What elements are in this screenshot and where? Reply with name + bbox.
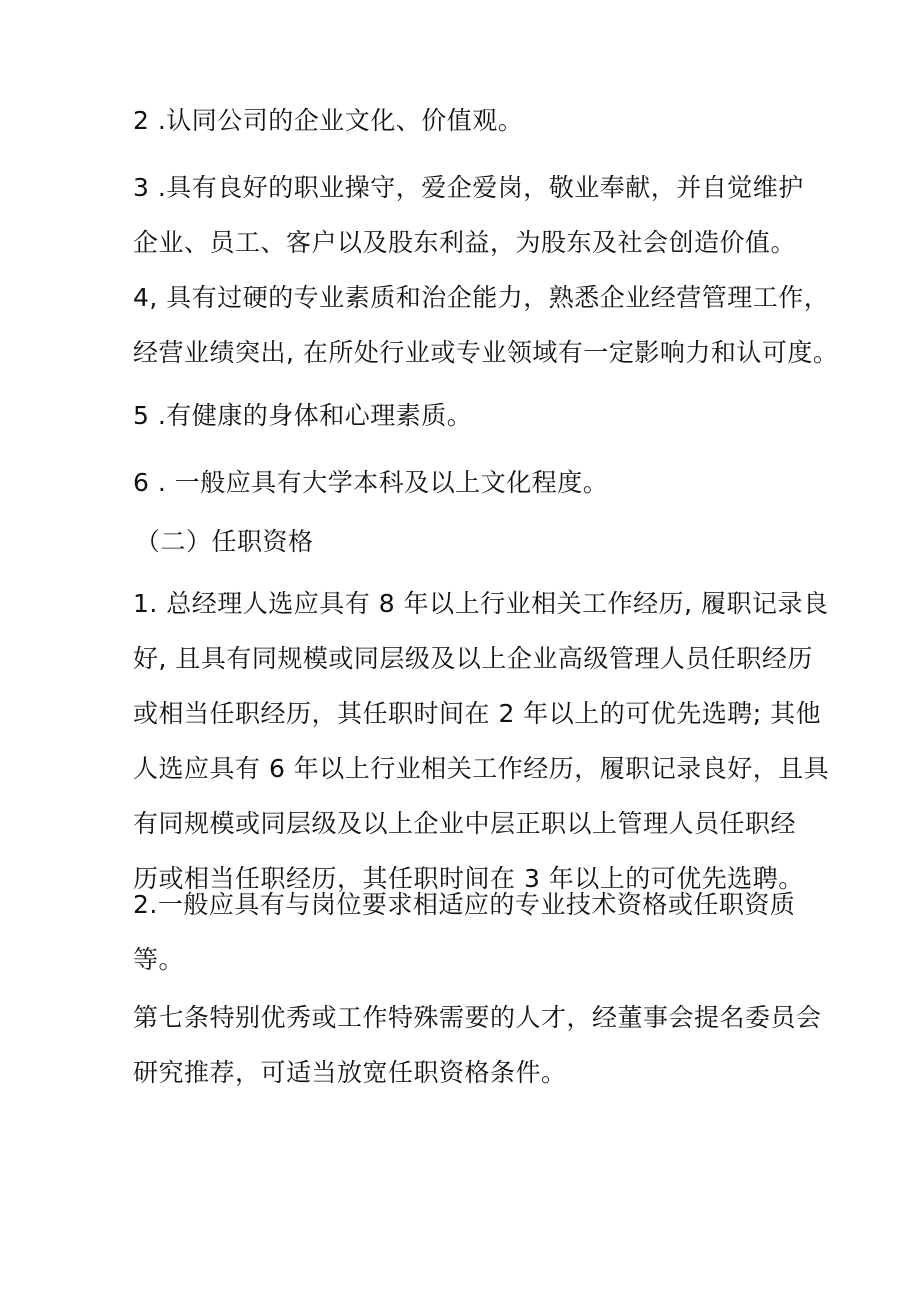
text-line: 3 .具有良好的职业操守，爱企爱岗，敬业奉献，并自觉维护 bbox=[133, 173, 804, 202]
text-line: 1. 总经理人选应具有 8 年以上行业相关工作经历, 履职记录良 bbox=[133, 589, 829, 618]
text-line: 人选应具有 6 年以上行业相关工作经历，履职记录良好，且具 bbox=[133, 754, 830, 783]
paragraph-item-4 bbox=[133, 270, 839, 380]
text-line: 4, 具有过硬的专业素质和治企能力，熟悉企业经营管理工作， bbox=[133, 283, 830, 312]
text-line: 5 .有健康的身体和心理素质。 bbox=[133, 401, 473, 430]
paragraph-article-7 bbox=[133, 990, 822, 1100]
paragraph-qualification-2 bbox=[133, 877, 813, 987]
text-line: 经营业绩突出, 在所处行业或专业领域有一定影响力和认可度。 bbox=[133, 338, 839, 367]
text-line: 好, 且具有同规模或同层级及以上企业高级管理人员任职经历 bbox=[133, 644, 813, 673]
paragraph-item-6 bbox=[133, 455, 813, 510]
paragraph-item-3 bbox=[133, 160, 813, 270]
text-line: 企业、员工、客户以及股东利益，为股东及社会创造价值。 bbox=[133, 228, 797, 257]
text-line: 研究推荐，可适当放宽任职资格条件。 bbox=[133, 1058, 567, 1087]
text-line: （二）任职资格 bbox=[135, 527, 314, 556]
paragraph-item-5 bbox=[133, 388, 813, 443]
text-line: 6 . 一般应具有大学本科及以上文化程度。 bbox=[133, 468, 609, 497]
text-line: 2 .认同公司的企业文化、价值观。 bbox=[133, 106, 524, 135]
paragraph-qualification-1 bbox=[133, 576, 830, 906]
text-line: 或相当任职经历，其任职时间在 2 年以上的可优先选聘; 其他 bbox=[133, 699, 822, 728]
text-line: 等。 bbox=[133, 945, 185, 974]
paragraph-item-2 bbox=[133, 93, 813, 148]
text-line: 有同规模或同层级及以上企业中层正职以上管理人员任职经 bbox=[133, 809, 797, 838]
text-line: 2.一般应具有与岗位要求相适应的专业技术资格或任职资质 bbox=[133, 890, 796, 919]
text-line: 历或相当任职经历，其任职时间在 3 年以上的可优先选聘。 bbox=[133, 864, 804, 893]
section-heading-qualifications bbox=[135, 514, 815, 569]
text-line: 第七条特别优秀或工作特殊需要的人才，经董事会提名委员会 bbox=[133, 1003, 822, 1032]
